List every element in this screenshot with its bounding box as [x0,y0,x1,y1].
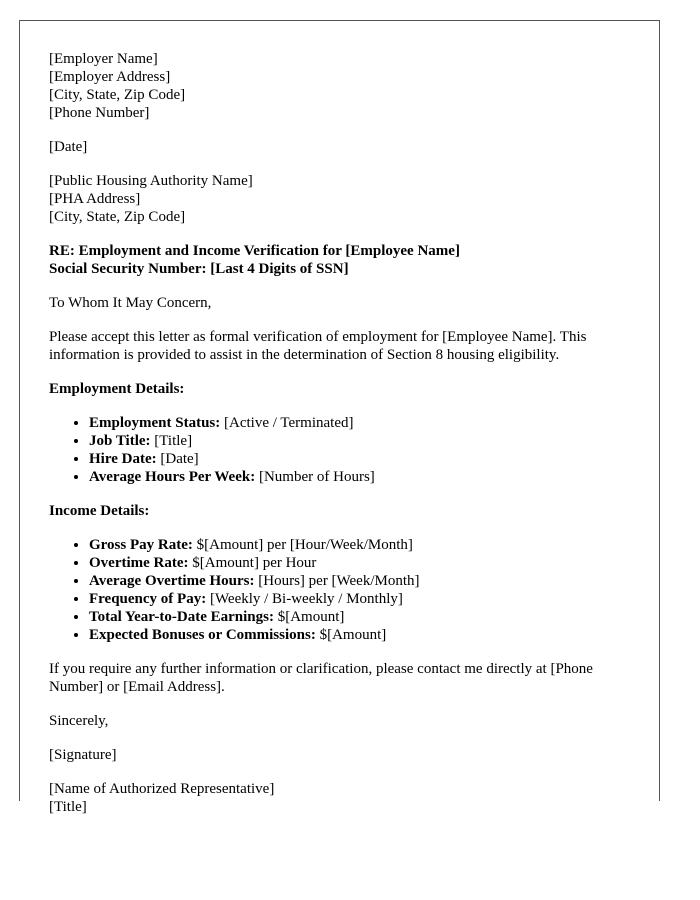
signer-name: [Name of Authorized Representative] [49,781,275,797]
item-label: Overtime Rate: [89,555,189,571]
letter-page [19,20,660,815]
employer-address: [Employer Address] [49,69,171,85]
item-value: $[Amount] [315,627,387,643]
item-value: [Date] [156,451,199,467]
item-label: Gross Pay Rate: [89,537,193,553]
list-item [89,450,639,468]
employer-name: [Employer Name] [49,51,158,67]
employer-phone: [Phone Number] [49,105,150,121]
sign-off: Sincerely, [49,713,109,729]
item-value: $[Amount] per Hour [188,555,317,571]
list-item [89,572,639,590]
closing-paragraph: If you require any further information or clarification, please contact me directly at [Phone Number] or [Email Address]. [49,661,593,695]
item-label: Job Title: [89,433,151,449]
subject-ssn-line: Social Security Number: [Last 4 Digits of SSN] [49,261,349,277]
employer-address-block [49,50,639,122]
intro-paragraph: Please accept this letter as formal verification of employment for [Employee Name]. This information is provided to assist in the determination of Section 8 housing eligibility. [49,329,587,363]
recipient-address-block [49,172,639,226]
item-label: Employment Status: [89,415,221,431]
list-item [89,536,639,554]
employment-details-list [49,414,639,486]
item-value: [Active / Terminated] [220,415,354,431]
item-label: Hire Date: [89,451,157,467]
item-label: Frequency of Pay: [89,591,207,607]
item-label: Total Year-to-Date Earnings: [89,609,274,625]
item-value: [Weekly / Bi-weekly / Monthly] [206,591,403,607]
signature-placeholder: [Signature] [49,747,117,763]
salutation: To Whom It May Concern, [49,295,212,311]
list-item [89,608,639,626]
employment-details-heading: Employment Details: [49,381,185,397]
item-value: [Title] [150,433,193,449]
list-item [89,432,639,450]
subject-re-line: RE: Employment and Income Verification for [Employee Name] [49,243,460,259]
employer-city-state-zip: [City, State, Zip Code] [49,87,186,103]
item-value: [Number of Hours] [255,469,375,485]
recipient-city-state-zip: [City, State, Zip Code] [49,209,186,225]
item-value: $[Amount] per [Hour/Week/Month] [192,537,413,553]
recipient-address: [PHA Address] [49,191,141,207]
income-details-heading: Income Details: [49,503,150,519]
recipient-name: [Public Housing Authority Name] [49,173,253,189]
list-item [89,468,639,486]
letter-content [49,50,639,832]
list-item [89,626,639,644]
letter-date: [Date] [49,139,88,155]
item-label: Expected Bonuses or Commissions: [89,627,316,643]
item-label: Average Overtime Hours: [89,573,255,589]
list-item [89,414,639,432]
income-details-list [49,536,639,644]
list-item [89,554,639,572]
item-value: $[Amount] [273,609,345,625]
item-label: Average Hours Per Week: [89,469,256,485]
subject-block [49,242,639,278]
list-item [89,590,639,608]
item-value: [Hours] per [Week/Month] [254,573,420,589]
signer-title: [Title] [49,799,87,815]
signer-block [49,780,639,816]
